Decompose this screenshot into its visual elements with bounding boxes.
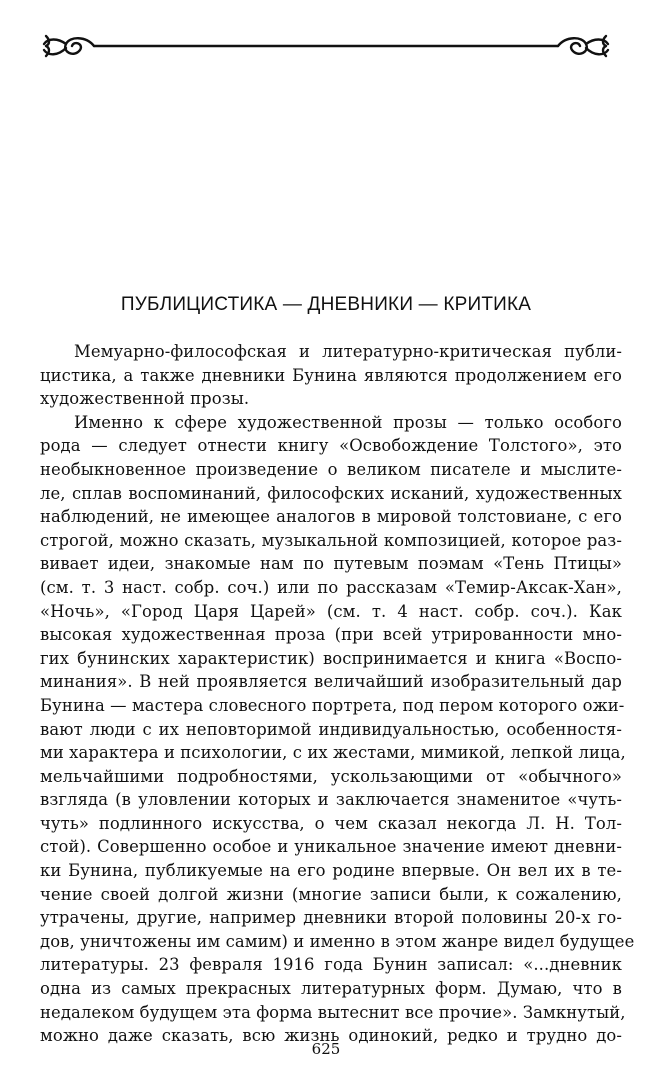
paragraph	[40, 411, 635, 1048]
text-line: «Ночь», «Город Царя Царей» (см. т. 4 наст. собр. соч.). Как	[40, 601, 622, 621]
text-line: недалеком будущем эта форма вытеснит все прочие». Замкнутый,	[40, 1002, 626, 1022]
text-line: художественной прозы.	[40, 389, 250, 409]
page-number: 625	[311, 1040, 341, 1058]
text-line: ки Бунина, публикуемые на его родине впервые. Он вел их в те-	[40, 861, 622, 881]
text-line: вают люди с их неповторимой индивидуальностью, особенностя-	[40, 719, 622, 739]
text-line: гих бунинских характеристик) воспринимается и книга «Воспо-	[40, 648, 622, 668]
paragraph	[40, 340, 622, 411]
text-line: Бунина — мастера словесного портрета, под пером которого ожи-	[40, 695, 625, 715]
section-title: ПУБЛИЦИСТИКА — ДНЕВНИКИ — КРИТИКА	[120, 294, 532, 315]
text-line: минания». В ней проявляется величайший изобразительный дар	[40, 672, 622, 692]
text-line: Мемуарно-философская и литературно-критическая публи-	[74, 342, 622, 361]
text-line: наблюдений, не имеющее аналогов в мировой толстовиане, с его	[40, 507, 622, 527]
text-line: строгой, можно сказать, музыкальной композицией, которое раз-	[40, 530, 622, 550]
text-line: рода — следует отнести книгу «Освобождение Толстого», это	[40, 436, 622, 456]
text-line: ле, сплав воспоминаний, философских исканий, художественных	[40, 483, 622, 503]
text-line: цистика, а также дневники Бунина являются продолжением его	[40, 365, 622, 385]
text-line: чуть» подлинного искусства, о чем сказал некогда Л. Н. Тол-	[40, 813, 622, 833]
text-line: ми характера и психологии, с их жестами, мимикой, лепкой лица,	[40, 743, 626, 763]
text-line: утрачены, другие, например дневники второй половины 20-х го-	[40, 908, 622, 928]
text-line: можно даже сказать, всю жизнь одинокий, редко и трудно до-	[40, 1026, 622, 1046]
body-text	[40, 340, 635, 1048]
text-line: высокая художественная проза (при всей утрированности мно-	[40, 625, 622, 645]
text-line: мельчайшими подробностями, ускользающими от «обычного»	[40, 766, 622, 786]
text-line: (см. т. 3 наст. собр. соч.) или по рассказам «Темир-Аксак-Хан»,	[40, 577, 622, 597]
text-line: взгляда (в уловлении которых и заключается знаменитое «чуть-	[40, 790, 622, 810]
text-line: вивает идеи, знакомые нам по путевым поэмам «Тень Птицы»	[40, 554, 622, 574]
text-line: Именно к сфере художественной прозы — только особого	[74, 412, 622, 432]
text-line: одна из самых прекрасных литературных форм. Думаю, что в	[40, 979, 622, 999]
text-line: чение своей долгой жизни (многие записи были, к сожалению,	[40, 884, 622, 904]
text-line: необыкновенное произведение о великом писателе и мыслите-	[40, 459, 622, 479]
scroll-divider-icon	[40, 28, 612, 64]
text-line: стой). Совершенно особое и уникальное значение имеют дневни-	[40, 837, 622, 857]
text-line: литературы. 23 февраля 1916 года Бунин записал: «...дневник	[40, 955, 622, 975]
text-line: дов, уничтожены им самим) и именно в этом жанре видел будущее	[40, 931, 635, 951]
